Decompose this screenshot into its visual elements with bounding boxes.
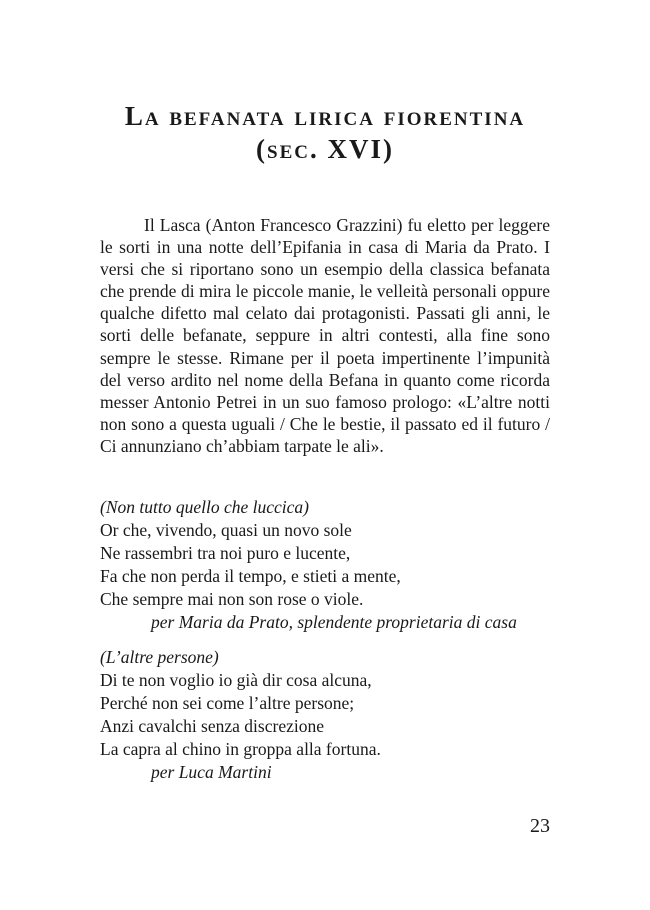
poem-dedication: per Maria da Prato, splendente proprietaria di casa — [151, 612, 517, 632]
poem-line: Perché non sei come l’altre persone; — [100, 693, 355, 713]
poem-dedication: per Luca Martini — [151, 762, 272, 782]
poem-heading: (Non tutto quello che luccica) — [100, 497, 309, 517]
poem-line: Di te non voglio io già dir cosa alcuna, — [100, 670, 372, 690]
poem-line: Che sempre mai non son rose o viole. — [100, 589, 364, 609]
poem-line: La capra al chino in groppa alla fortuna. — [100, 739, 381, 759]
poem-heading: (L’altre persone) — [100, 647, 219, 667]
poem-line: Ne rassembri tra noi puro e lucente, — [100, 543, 351, 563]
poem-line: Or che, vivendo, quasi un novo sole — [100, 520, 352, 540]
page-number: 23 — [530, 815, 550, 837]
chapter-title: La befanata lirica fiorentina — [124, 101, 526, 131]
poem-line: Anzi cavalchi senza discrezione — [100, 716, 324, 736]
poem — [100, 646, 570, 784]
body-paragraph: Il Lasca (Anton Francesco Grazzini) fu eletto per leggere le sorti in una notte dell’Epifania in casa di Maria da Prato. I versi che si riportano sono un esempio della classica befanata che prende di mira le piccole manie, le velleità personali oppure qualche difetto mal celato dai protagonisti. Passati gli anni, le sorti delle befanate, seppure in altri contesti, alla fine sono sempre le stesse. Rimane per il poeta impertinente l’impunità del verso ardito nel nome della Befana in quanto come ricorda messer Antonio Petrei in un suo famoso prologo: «L’altre notti non sono a questa uguali / Che le bestie, il passato ed il futuro / Ci annunziano ch’abbiam tarpate le ali». — [100, 215, 550, 456]
poem-line: Fa che non perda il tempo, e stieti a mente, — [100, 566, 401, 586]
chapter-subtitle: (sec. XVI) — [256, 134, 394, 164]
poem — [100, 496, 570, 634]
